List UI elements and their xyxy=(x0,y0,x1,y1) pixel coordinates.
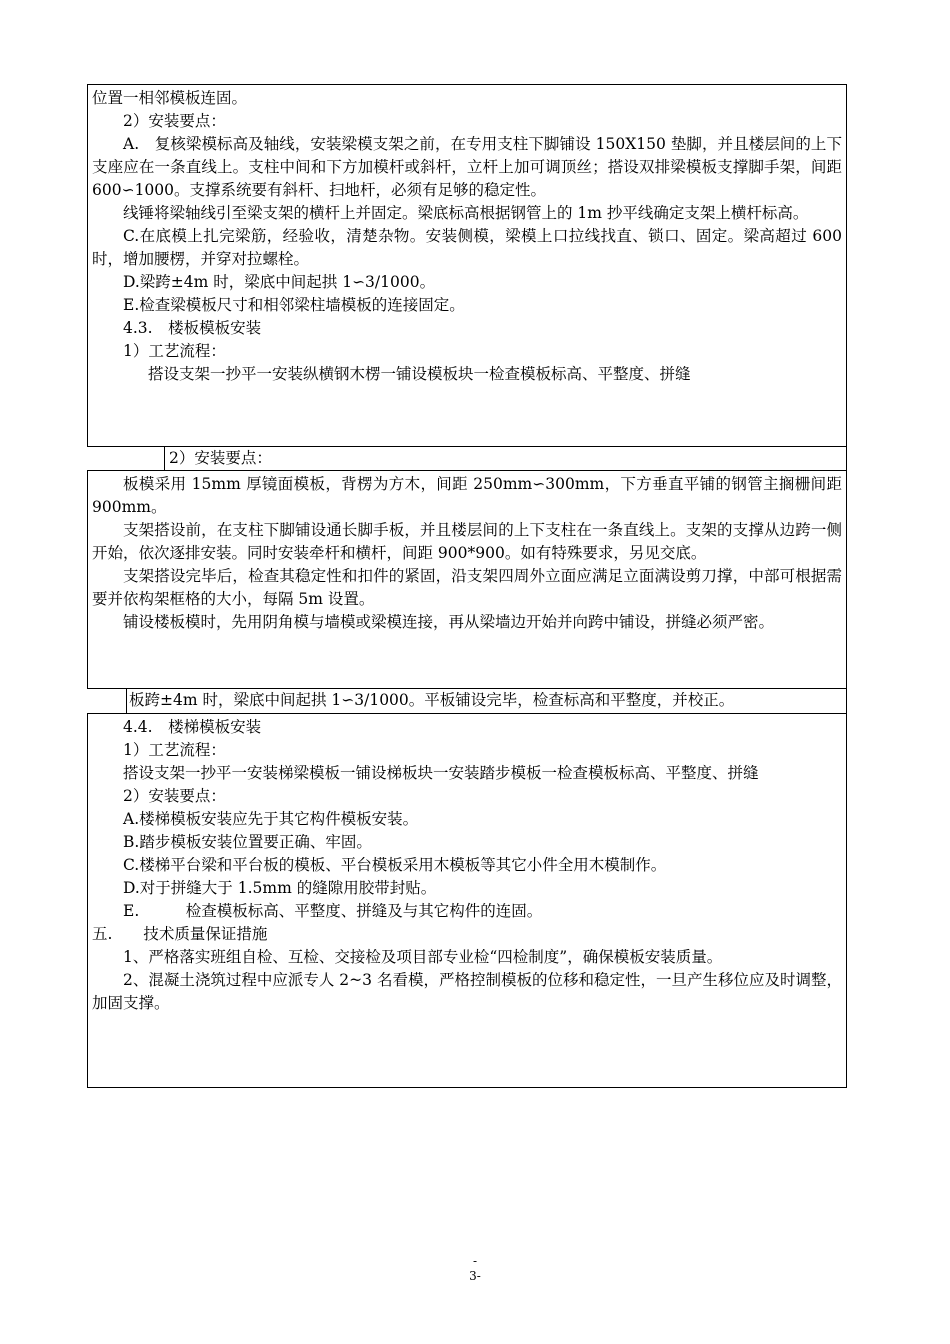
paragraph: C.楼梯平台梁和平台板的模板、平台模板采用木模板等其它小件全用木模制作。 xyxy=(123,856,667,874)
paragraph: 2、混凝土浇筑过程中应派专人 2~3 名看模，严格控制模板的位移和稳定性，一旦产生移位应及时调整，加固支撑。 xyxy=(92,971,842,1012)
section-heading: 4.4. 楼梯模板安装 xyxy=(123,718,262,736)
paragraph: 板模采用 15mm 厚镜面模板，背楞为方木，间距 250mm∽300mm，下方垂直平铺的钢管主搁栅间距 900mm。 xyxy=(92,475,842,516)
section-heading: 4.3. 楼板模板安装 xyxy=(123,319,262,337)
content-box-slab-formwork xyxy=(87,470,847,689)
paragraph: A.楼梯模板安装应先于其它构件模板安装。 xyxy=(123,810,419,828)
paragraph: B.踏步模板安装位置要正确、牢固。 xyxy=(123,833,372,851)
paragraph: 支架搭设前，在支柱下脚铺设通长脚手板，并且楼层间的上下支柱在一条直线上。支架的支撑从边跨一侧开始，依次逐排安装。同时安装牵杆和横杆，间距 900*900。如有特殊要求，另见交底。 xyxy=(92,521,842,562)
content-box-stair-formwork xyxy=(87,713,847,1088)
paragraph: E. 检查模板标高、平整度、拼缝及与其它构件的连固。 xyxy=(123,902,543,920)
paragraph: 支架搭设完毕后，检查其稳定性和扣件的紧固，沿支架四周外立面应满足立面满设剪刀撑，中部可根据需要并依构架框格的大小，每隔 5m 设置。 xyxy=(92,567,842,608)
paragraph: 2）安装要点： xyxy=(123,112,226,130)
footer-dash: - xyxy=(472,1254,478,1268)
paragraph: 1、严格落实班组自检、互检、交接检及项目部专业检“四检制度”，确保模板安装质量。 xyxy=(123,948,723,966)
paragraph: 搭设支架一抄平一安装纵横钢木楞一铺设模板块一检查模板标高、平整度、拼缝 xyxy=(148,365,691,383)
content-box-beam-formwork xyxy=(87,84,847,447)
paragraph: E.检查梁模板尺寸和相邻梁柱墙模板的连接固定。 xyxy=(123,296,465,314)
paragraph: 2）安装要点： xyxy=(169,449,272,467)
paragraph: 板跨±4m 时，梁底中间起拱 1∽3/1000。平板铺设完毕，检查标高和平整度，并校正。 xyxy=(129,691,735,709)
paragraph: 铺设楼板模时，先用阴角模与墙模或梁模连接，再从梁墙边开始并向跨中铺设，拼缝必须严密。 xyxy=(123,613,775,631)
paragraph: A. 复核梁模标高及轴线，安装梁模支架之前，在专用支柱下脚铺设 150X150 垫脚，并且楼层间的上下支座应在一条直线上。支柱中间和下方加模杆或斜杆，立杆上加可调顶丝；搭设双排梁模板支撑脚手架，间距 600∽1000。支撑系统要有斜杆、扫地杆，必须有足够的稳定性。 xyxy=(92,135,842,199)
paragraph: 位置一相邻模板连固。 xyxy=(92,89,248,107)
section-heading: 五. 技术质量保证措施 xyxy=(92,925,268,943)
paragraph: 2）安装要点： xyxy=(123,787,226,805)
paragraph: 1）工艺流程： xyxy=(123,342,226,360)
page-number: 3- xyxy=(469,1269,481,1283)
paragraph: 搭设支架一抄平一安装梯梁模板一铺设梯板块一安装踏步模板一检查模板标高、平整度、拼缝 xyxy=(123,764,759,782)
content-box-slab-camber xyxy=(126,688,847,714)
paragraph: 1）工艺流程： xyxy=(123,741,226,759)
paragraph: D.对于拼缝大于 1.5mm 的缝隙用胶带封贴。 xyxy=(123,879,437,897)
paragraph: C.在底模上扎完梁筋，经验收，清楚杂物。安装侧模，梁模上口拉线找直、锁口、固定。梁高超过 600 时，增加腰楞，并穿对拉螺栓。 xyxy=(92,227,842,268)
content-box-install-points-label xyxy=(164,446,847,471)
paragraph: 线锤将梁轴线引至梁支架的横杆上并固定。梁底标高根据钢管上的 1m 抄平线确定支架上横杆标高。 xyxy=(123,204,809,222)
paragraph: D.梁跨±4m 时，梁底中间起拱 1∽3/1000。 xyxy=(123,273,436,291)
